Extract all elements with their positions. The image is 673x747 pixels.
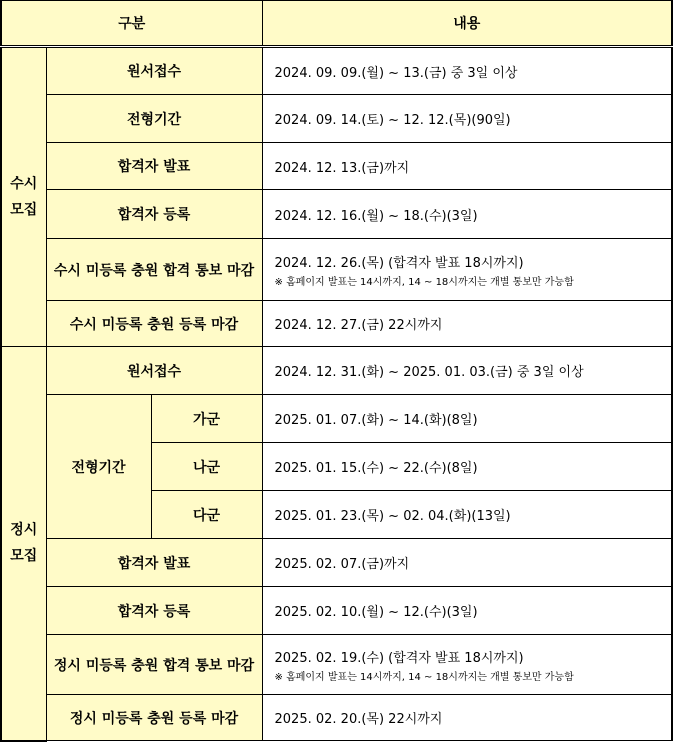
group-label-susi — [1, 47, 46, 347]
table-row — [1, 635, 672, 695]
table-row — [1, 239, 672, 301]
row-label: 원서접수 — [46, 47, 262, 95]
row-value: 2024. 09. 14.(토) ~ 12. 12.(목)(90일) — [262, 95, 672, 143]
group-label-line: 정시 — [10, 522, 38, 539]
table-row — [1, 695, 672, 741]
row-label: 정시 미등록 충원 합격 통보 마감 — [46, 635, 262, 695]
table-row — [1, 587, 672, 635]
table-row — [1, 190, 672, 239]
group-label-line: 모집 — [10, 548, 38, 565]
row-value: 2025. 01. 23.(목) ~ 02. 04.(화)(13일) — [262, 491, 672, 539]
group-label-jeongsi — [1, 347, 46, 741]
row-value: 2024. 12. 16.(월) ~ 18.(수)(3일) — [262, 190, 672, 239]
table-row — [1, 95, 672, 143]
value-text: 2025. 02. 19.(수) (합격자 발표 18시까지) — [274, 650, 524, 666]
table-row — [1, 143, 672, 190]
row-value: 2025. 02. 10.(월) ~ 12.(수)(3일) — [262, 587, 672, 635]
row-label: 원서접수 — [46, 347, 262, 395]
row-label: 전형기간 — [46, 95, 262, 143]
header-content: 내용 — [262, 1, 672, 47]
row-label: 합격자 발표 — [46, 143, 262, 190]
sub-label: 가군 — [151, 395, 262, 443]
row-value — [262, 635, 672, 695]
table-row — [1, 347, 672, 395]
table-row — [1, 539, 672, 587]
table-row — [1, 47, 672, 95]
table-row — [1, 301, 672, 347]
row-label: 수시 미등록 충원 합격 통보 마감 — [46, 239, 262, 301]
row-value — [262, 239, 672, 301]
group-label-line: 모집 — [10, 202, 38, 218]
group-label-line: 수시 — [10, 176, 38, 192]
header-row — [1, 1, 672, 47]
row-value: 2025. 01. 07.(화) ~ 14.(화)(8일) — [262, 395, 672, 443]
value-text: 2024. 12. 26.(목) (합격자 발표 18시까지) — [274, 255, 524, 271]
row-value: 2024. 12. 13.(금)까지 — [262, 143, 672, 190]
row-value: 2024. 09. 09.(월) ~ 13.(금) 중 3일 이상 — [262, 47, 672, 95]
table-row — [1, 395, 672, 443]
value-note: ※ 홈페이지 발표는 14시까지, 14 ~ 18시까지는 개별 통보만 가능함 — [274, 276, 574, 288]
row-value: 2025. 02. 07.(금)까지 — [262, 539, 672, 587]
header-category: 구분 — [1, 1, 262, 47]
row-value: 2024. 12. 27.(금) 22시까지 — [262, 301, 672, 347]
row-label: 합격자 등록 — [46, 587, 262, 635]
row-label: 합격자 발표 — [46, 539, 262, 587]
row-label: 합격자 등록 — [46, 190, 262, 239]
sub-label: 나군 — [151, 443, 262, 491]
row-value: 2025. 02. 20.(목) 22시까지 — [262, 695, 672, 741]
row-label: 정시 미등록 충원 등록 마감 — [46, 695, 262, 741]
row-label-selection: 전형기간 — [46, 395, 151, 539]
value-note: ※ 홈페이지 발표는 14시까지, 14 ~ 18시까지는 개별 통보만 가능함 — [274, 671, 574, 683]
row-value: 2024. 12. 31.(화) ~ 2025. 01. 03.(금) 중 3일 이상 — [262, 347, 672, 395]
sub-label: 다군 — [151, 491, 262, 539]
row-label: 수시 미등록 충원 등록 마감 — [46, 301, 262, 347]
row-value: 2025. 01. 15.(수) ~ 22.(수)(8일) — [262, 443, 672, 491]
